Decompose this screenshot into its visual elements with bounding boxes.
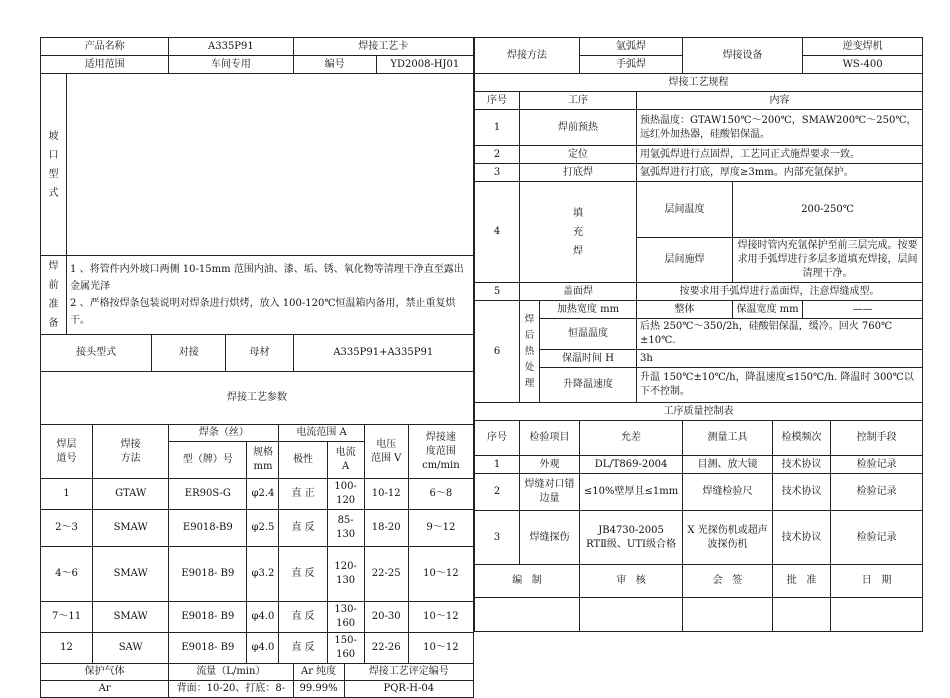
proc-step: 焊前预热 (520, 110, 637, 146)
method-1: 氩弧焊 (580, 38, 683, 56)
col-electrode: 焊条（丝） (169, 425, 279, 442)
sign-approved-blank (773, 598, 831, 632)
cell-layer: 7～11 (41, 602, 93, 633)
proc-no: 6 (475, 301, 520, 403)
col-polarity: 极性 (279, 442, 327, 479)
hold-time-label: 保温时间 H (540, 350, 637, 368)
pre-weld-line-2: 2 、严格按焊条包装说明对焊条进行烘烤，放入 100-120℃恒温箱内备用，禁止重复烘干。 (70, 298, 456, 326)
cell-current: 130-160 (327, 602, 364, 633)
proc-step: 定位 (520, 146, 637, 164)
cell-speed: 9～12 (408, 510, 473, 547)
qc-col-freq: 检模频次 (773, 421, 831, 456)
procedure-row (475, 164, 923, 182)
rate-value: 升温 150℃±10℃/h，降温速度≤150℃/h. 降温时 300℃以下不控制。 (637, 368, 923, 403)
flow-value: 背面：10-20、打底：8- (169, 681, 293, 698)
qc-item: 焊缝探伤 (520, 511, 580, 565)
proc-no: 4 (475, 182, 520, 283)
insul-width-label: 保温宽度 mm (733, 301, 803, 319)
hold-temp-label: 恒温温度 (540, 319, 637, 350)
qc-freq: 技术协议 (773, 511, 831, 565)
cell-voltage: 20-30 (364, 602, 408, 633)
card-title: 焊接工艺卡 (293, 38, 473, 56)
proc-no: 5 (475, 283, 520, 301)
col-method: 焊接 方法 (93, 425, 169, 479)
sign-countersign: 会 签 (683, 565, 773, 598)
proc-content: 用氩弧焊进行点固焊，工艺同正式施焊要求一致。 (637, 146, 923, 164)
equipment-1: 逆变焊机 (803, 38, 923, 56)
cell-current: 100-120 (327, 479, 364, 510)
cell-speed: 10～12 (408, 633, 473, 664)
cell-method: SMAW (93, 510, 169, 547)
sign-date-blank (831, 598, 923, 632)
procedure-row (475, 283, 923, 301)
pwht-row (475, 301, 923, 319)
cell-layer: 4～6 (41, 547, 93, 602)
cell-current: 120-130 (327, 547, 364, 602)
scope-value: 车间专用 (169, 56, 293, 74)
welding-procedure-card (40, 37, 922, 694)
method-label: 焊接方法 (475, 38, 580, 74)
qc-ctrl: 检验记录 (831, 511, 923, 565)
proc-col-step: 工序 (520, 92, 637, 110)
product-name: A335P91 (169, 38, 293, 56)
cell-polarity: 直 反 (279, 602, 327, 633)
hold-time-value: 3h (637, 350, 923, 368)
col-speed: 焊接速 度范围 cm/min (408, 425, 473, 479)
qc-tol: JB4730-2005 RTⅡ级、UTⅠ级合格 (580, 511, 683, 565)
base-metal-value: A335P91+A335P91 (293, 335, 473, 372)
cell-spec: φ2.5 (247, 510, 279, 547)
base-metal-label: 母材 (226, 335, 293, 372)
cell-method: SMAW (93, 602, 169, 633)
qc-ctrl: 检验记录 (831, 456, 923, 474)
params-title: 焊接工艺参数 (41, 372, 474, 425)
col-layer: 焊层 道号 (41, 425, 93, 479)
procedure-title: 焊接工艺规程 (475, 74, 923, 92)
product-name-label: 产品名称 (41, 38, 169, 56)
qc-col-ctrl: 控制手段 (831, 421, 923, 456)
procedure-row (475, 146, 923, 164)
sign-prepared: 编 制 (475, 565, 580, 598)
groove-drawing-area (67, 74, 474, 256)
procedure-row (475, 182, 923, 238)
table-row (41, 602, 474, 633)
proc-content: 按要求用手弧焊进行盖面焊，注意焊缝成型。 (637, 283, 923, 301)
method-2: 手弧焊 (580, 56, 683, 74)
pqr-label: 焊接工艺评定编号 (344, 664, 473, 681)
cell-speed: 10～12 (408, 602, 473, 633)
cell-spec: φ2.4 (247, 479, 279, 510)
cell-spec: φ3.2 (247, 547, 279, 602)
qc-col-no: 序号 (475, 421, 520, 456)
col-voltage: 电压 范围 V (364, 425, 408, 479)
interpass-weld-value: 焊接时管内充氩保护至前三层完成。按要求用手弧焊进行多层多道填充焊接，层间清理干净。 (733, 238, 923, 283)
sign-prepared-blank (475, 598, 580, 632)
cell-speed: 6～8 (408, 479, 473, 510)
table-row (41, 547, 474, 602)
table-row (41, 510, 474, 547)
sign-approved: 批 准 (773, 565, 831, 598)
cell-brand: ER90S-G (169, 479, 247, 510)
qc-row (475, 511, 923, 565)
cell-voltage: 22-26 (364, 633, 408, 664)
equipment-label: 焊接设备 (683, 38, 803, 74)
sign-reviewed: 审 核 (580, 565, 683, 598)
gas-value: Ar (41, 681, 169, 698)
proc-no: 2 (475, 146, 520, 164)
joint-type-value: 对接 (152, 335, 226, 372)
cell-layer: 2～3 (41, 510, 93, 547)
procedure-row (475, 110, 923, 146)
qc-tol: DL/T869-2004 (580, 456, 683, 474)
cell-brand: E9018-B9 (169, 510, 247, 547)
groove-label: 坡 口 型 式 (41, 74, 67, 256)
proc-content: 预热温度：GTAW150℃～200℃，SMAW200℃～250℃，远红外加热器，硅酸铝保温。 (637, 110, 923, 146)
qc-col-item: 检验项目 (520, 421, 580, 456)
col-brand: 型（牌）号 (169, 442, 247, 479)
cell-layer: 12 (41, 633, 93, 664)
col-spec: 规格 mm (247, 442, 279, 479)
cell-polarity: 直 正 (279, 479, 327, 510)
hold-temp-value: 后热 250℃～350/2h，硅酸铝保温，缓冷。回火 760℃±10℃. (637, 319, 923, 350)
qc-row (475, 456, 923, 474)
qc-no: 2 (475, 474, 520, 511)
cell-current: 150-160 (327, 633, 364, 664)
sign-countersign-blank (683, 598, 773, 632)
equipment-2: WS-400 (803, 56, 923, 74)
qc-col-tol: 允差 (580, 421, 683, 456)
proc-step: 填 充 焊 (520, 182, 637, 283)
cell-method: GTAW (93, 479, 169, 510)
proc-col-content: 内容 (637, 92, 923, 110)
qc-item: 焊缝对口错边量 (520, 474, 580, 511)
qc-tool: 目测、放大镜 (683, 456, 773, 474)
cell-polarity: 直 反 (279, 510, 327, 547)
cell-brand: E9018- B9 (169, 602, 247, 633)
cell-voltage: 18-20 (364, 510, 408, 547)
proc-step: 打底焊 (520, 164, 637, 182)
cell-method: SAW (93, 633, 169, 664)
interpass-temp-label: 层间温度 (637, 182, 733, 238)
qc-item: 外观 (520, 456, 580, 474)
qc-ctrl: 检验记录 (831, 474, 923, 511)
cell-polarity: 直 反 (279, 547, 327, 602)
table-row (41, 479, 474, 510)
joint-type-label: 接头型式 (41, 335, 152, 372)
heat-width-value: 整体 (637, 301, 733, 319)
purity-label: Ar 纯度 (293, 664, 344, 681)
qc-no: 3 (475, 511, 520, 565)
interpass-weld-label: 层间施焊 (637, 238, 733, 283)
proc-step: 盖面焊 (520, 283, 637, 301)
cell-voltage: 10-12 (364, 479, 408, 510)
cell-current: 85-130 (327, 510, 364, 547)
proc-no: 3 (475, 164, 520, 182)
table-row (41, 633, 474, 664)
gas-label: 保护气体 (41, 664, 169, 681)
pre-weld-line-1: 1 、将管件内外坡口两侧 10-15mm 范围内油、漆、垢、锈、氧化物等清理干净直至露出金属光泽 (70, 264, 464, 292)
cell-brand: E9018- B9 (169, 547, 247, 602)
flow-label: 流量（L/min） (169, 664, 293, 681)
cell-voltage: 22-25 (364, 547, 408, 602)
col-current: 电流 A (327, 442, 364, 479)
proc-col-no: 序号 (475, 92, 520, 110)
sign-date: 日 期 (831, 565, 923, 598)
proc-content: 氩弧焊进行打底，厚度≥3mm。内部充氩保护。 (637, 164, 923, 182)
qc-tool: X 光探伤机或超声波探伤机 (683, 511, 773, 565)
col-current-range: 电流范围 A (279, 425, 364, 442)
cell-brand: E9018- B9 (169, 633, 247, 664)
signature-row (475, 565, 923, 598)
qc-freq: 技术协议 (773, 456, 831, 474)
cell-method: SMAW (93, 547, 169, 602)
pqr-value: PQR-H-04 (344, 681, 473, 698)
rate-label: 升降温速度 (540, 368, 637, 403)
proc-step: 焊 后 热 处 理 (520, 301, 540, 403)
number-value: YD2008-HJ01 (376, 56, 473, 74)
pre-weld-label: 焊 前 准 备 (41, 256, 67, 335)
qc-no: 1 (475, 456, 520, 474)
sign-reviewed-blank (580, 598, 683, 632)
scope-label: 适用范围 (41, 56, 169, 74)
cell-spec: φ4.0 (247, 602, 279, 633)
qc-col-tool: 测量工具 (683, 421, 773, 456)
cell-spec: φ4.0 (247, 633, 279, 664)
qc-row (475, 474, 923, 511)
qc-tool: 焊缝检验尺 (683, 474, 773, 511)
number-label: 编号 (293, 56, 376, 74)
qc-tol: ≤10%壁厚且≤1mm (580, 474, 683, 511)
cell-speed: 10～12 (408, 547, 473, 602)
purity-value: 99.99% (293, 681, 344, 698)
qc-freq: 技术协议 (773, 474, 831, 511)
proc-no: 1 (475, 110, 520, 146)
interpass-temp-value: 200-250℃ (733, 182, 923, 238)
qc-title: 工序质量控制表 (475, 403, 923, 421)
cell-polarity: 直 反 (279, 633, 327, 664)
right-panel (474, 37, 923, 632)
cell-layer: 1 (41, 479, 93, 510)
left-panel (40, 37, 474, 698)
heat-width-label: 加热宽度 mm (540, 301, 637, 319)
pre-weld-content (67, 256, 474, 335)
insul-width-value: —— (803, 301, 923, 319)
